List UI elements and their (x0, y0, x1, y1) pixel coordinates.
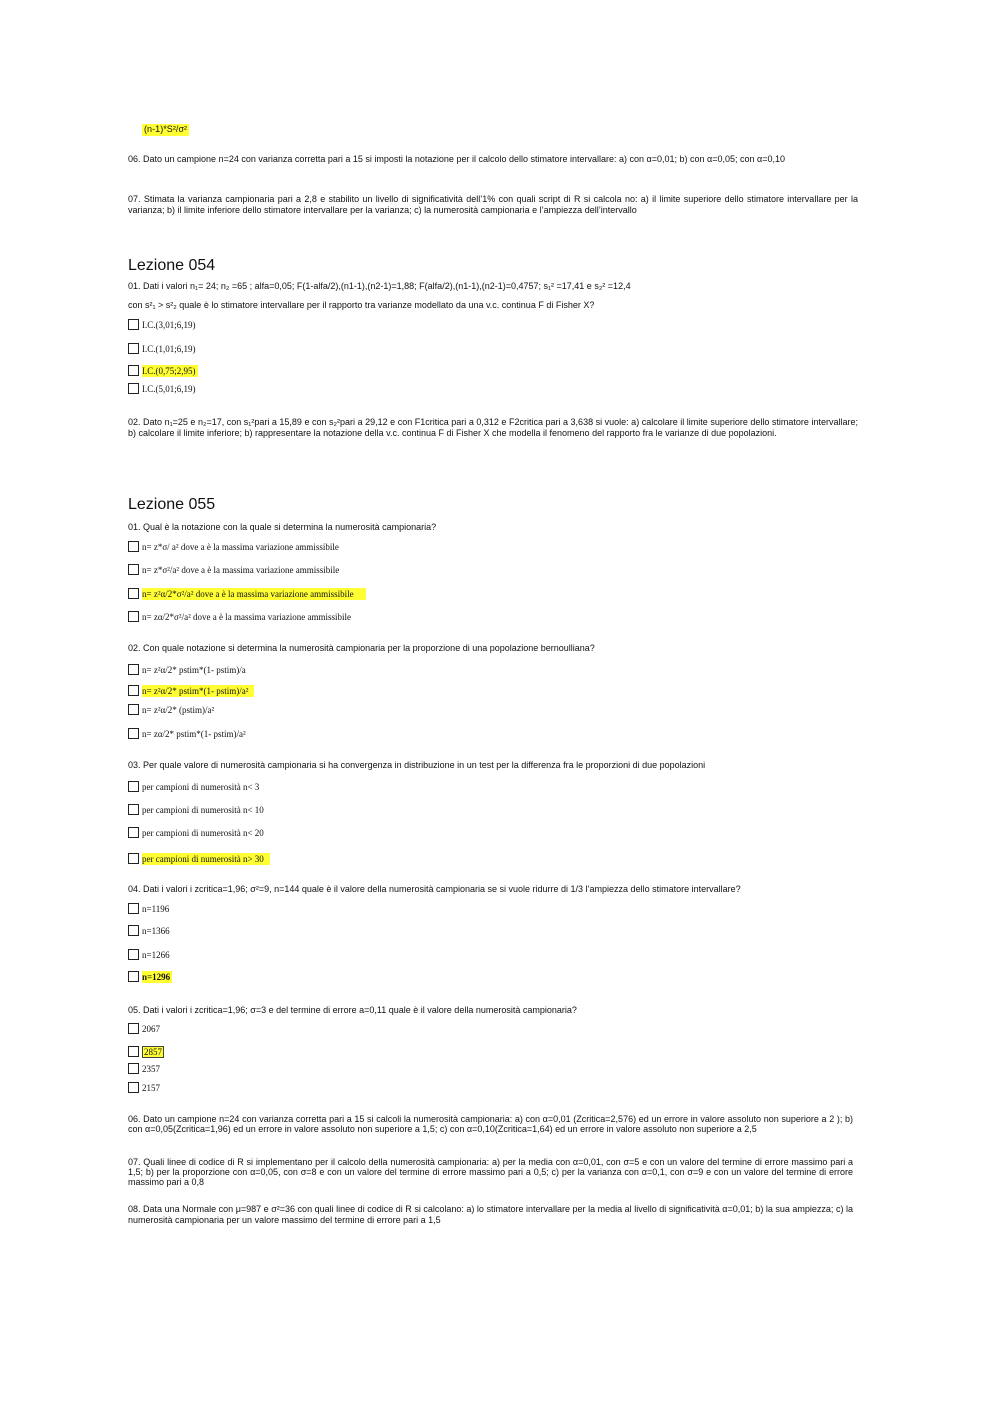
option-label: I.C.(5,01;6,19) (142, 383, 196, 394)
l055-q07: 07. Quali linee di codice di R si implementano per il calcolo della numerosità campionaria: a) per la media con α=0,01, con σ=5 e con un valore del termine di errore massimo pari a 1,5; b) per la proporzione con α=0,05, con σ=8 e con un valore del termine di errore massimo pari a 0,5; c) per la varianza con α=0,1, con σ=9 e con un valore del termine di errore massimo pari a 0,8 (128, 1157, 853, 1187)
checkbox[interactable] (128, 1082, 139, 1093)
l055-q05-option-4[interactable] (128, 1081, 162, 1094)
checkbox[interactable] (128, 853, 139, 864)
l055-q08: 08. Data una Normale con μ=987 e σ²=36 con quali linee di codice di R si calcolano: a) lo stimatore intervallare per la media al livello di significatività α=0,01; b) la sua ampiezza; c) la numerosità campionaria per un valore massimo del termine di errore pari a 1,5 (128, 1204, 853, 1226)
l055-q02-option-3[interactable] (128, 703, 216, 716)
l055-q04: 04. Dati i valori i zcritica=1,96; σ²=9, n=144 quale è il valore della numerosità campionaria se si vuole ridurre di 1/3 l’ampiezza dello stimatore intervallare? (128, 884, 741, 894)
checkbox[interactable] (128, 365, 139, 376)
l055-q01-option-4[interactable] (128, 610, 353, 623)
option-label-correct: n= z²α/2*σ²/a² dove a è la massima variazione ammissibile (142, 588, 366, 600)
l055-q05: 05. Dati i valori i zcritica=1,96; σ=3 e del termine di errore a=0,11 quale è il valore della numerosità campionaria? (128, 1005, 577, 1015)
checkbox[interactable] (128, 564, 139, 575)
checkbox[interactable] (128, 728, 139, 739)
checkbox[interactable] (128, 1023, 139, 1034)
option-label: 2067 (142, 1023, 160, 1034)
top-formula: (n-1)*S²/σ² (144, 124, 188, 134)
option-label-correct: n=1296 (142, 971, 171, 982)
l055-q06: 06. Dato un campione n=24 con varianza corretta pari a 15 si calcoli la numerosità campionaria: a) con α=0,01 (Zcritica=2,576) ed un errore in valore assoluto non superiore a 2 ); b) con α=0,05(Zcritica=1,96) ed un errore in valore assoluto non superiore a 1,5; c) con α=0,10(Zcritica=1,64) ed un errore in valore assoluto non superiore a 2,5 (128, 1114, 853, 1134)
l055-q03-option-3[interactable] (128, 826, 266, 839)
option-label-correct: per campioni di numerosità n> 30 (142, 853, 270, 865)
checkbox[interactable] (128, 611, 139, 622)
l054-q01-line1: 01. Dati i valori n₁= 24; n₂ =65 ; alfa=0,05; F(1-alfa/2),(n1-1),(n2-1)=1,88; F(alfa/2),(n1-1),(n2-1)=0,4757; s₁² =17,41 e s₂² =12,4 (128, 281, 631, 291)
option-label-correct: 2857 (144, 1046, 162, 1057)
checkbox[interactable] (128, 781, 139, 792)
l055-q05-option-2[interactable] (128, 1045, 164, 1058)
l055-q04-option-4[interactable] (128, 970, 172, 983)
checkbox[interactable] (128, 704, 139, 715)
option-label: 2357 (142, 1063, 160, 1074)
l054-q02: 02. Dato n₁=25 e n₂=17, con s₁²pari a 15,89 e con s₂²pari a 29,12 e con F1critica pari a 0,312 e F2critica pari a 3,638 si vuole: a) calcolare il limite superiore dello stimatore intervallare; b) calcolare il limite inferiore; b) rappresentare la notazione della v.c. continua F di Fisher X che modella il fenomeno del rapporto fra le varianze di due popolazioni. (128, 417, 858, 439)
l054-q01-option-2[interactable] (128, 342, 198, 355)
option-label: n= zα/2*σ²/a² dove a è la massima variazione ammissibile (142, 611, 351, 622)
l055-q03-option-1[interactable] (128, 780, 261, 793)
l055-q01: 01. Qual è la notazione con la quale si determina la numerosità campionaria? (128, 522, 437, 532)
checkbox[interactable] (128, 949, 139, 960)
l055-q04-option-2[interactable] (128, 924, 172, 937)
l055-q02-option-4[interactable] (128, 727, 248, 740)
option-label: n= z*σ/ a² dove a è la massima variazione ammissibile (142, 541, 339, 552)
option-label: n= zα/2* pstim*(1- pstim)/a² (142, 728, 246, 739)
l054-q01-line2: con s²₁ > s²₂ quale è lo stimatore intervallare per il rapporto tra varianze modellato da una v.c. continua F di Fisher X? (128, 300, 595, 310)
l055-q03: 03. Per quale valore di numerosità campionaria si ha convergenza in distribuzione in un test per la differenza fra le proporzioni di due popolazioni (128, 760, 706, 770)
checkbox[interactable] (128, 903, 139, 914)
l054-q01-option-4[interactable] (128, 382, 198, 395)
checkbox[interactable] (128, 383, 139, 394)
option-label: I.C.(1,01;6,19) (142, 343, 196, 354)
checkbox[interactable] (128, 804, 139, 815)
option-label: n= z²α/2* pstim*(1- pstim)/a (142, 664, 246, 675)
checkbox[interactable] (128, 319, 139, 330)
prev-question-07: 07. Stimata la varianza campionaria pari a 2,8 e stabilito un livello di significatività dell’1% con quali script di R si calcola no: a) il limite superiore dello stimatore intervallare per la varianza; b) il limite inferiore dello stimatore intervallare per la varianza; c) la numerosità campionaria e l’ampiezza dell’intervallo (128, 194, 858, 216)
l055-q02-option-1[interactable] (128, 663, 248, 676)
checkbox[interactable] (128, 685, 139, 696)
l055-q01-option-1[interactable] (128, 540, 341, 553)
checkbox[interactable] (128, 1046, 139, 1057)
lesson-055-title: Lezione 055 (128, 496, 216, 513)
checkbox[interactable] (128, 827, 139, 838)
l055-q02-option-2[interactable] (128, 684, 254, 697)
checkbox[interactable] (128, 971, 139, 982)
l055-q04-option-1[interactable] (128, 902, 171, 915)
l055-q03-option-4[interactable] (128, 852, 270, 865)
l054-q01-option-3[interactable] (128, 364, 198, 377)
option-label: 2157 (142, 1082, 160, 1093)
checkbox[interactable] (128, 664, 139, 675)
l054-q01-option-1[interactable] (128, 318, 198, 331)
l055-q04-option-3[interactable] (128, 948, 172, 961)
checkbox[interactable] (128, 541, 139, 552)
option-label: I.C.(3,01;6,19) (142, 319, 196, 330)
checkbox[interactable] (128, 343, 139, 354)
option-label: n=1366 (142, 925, 170, 936)
l055-q02: 02. Con quale notazione si determina la numerosità campionaria per la proporzione di una popolazione bernoulliana? (128, 643, 595, 653)
option-label: n= z²α/2* (pstim)/a² (142, 704, 215, 715)
l055-q01-option-2[interactable] (128, 563, 341, 576)
prev-question-06: 06. Dato un campione n=24 con varianza corretta pari a 15 si imposti la notazione per il calcolo dello stimatore intervallare: a) con α=0,01; b) con α=0,05; con α=0,10 (128, 154, 785, 164)
option-label: per campioni di numerosità n< 20 (142, 827, 264, 838)
option-label-correct: I.C.(0,75;2,95) (142, 365, 196, 376)
checkbox[interactable] (128, 1063, 139, 1074)
l055-q05-option-1[interactable] (128, 1022, 162, 1035)
option-label: n=1266 (142, 949, 170, 960)
checkbox[interactable] (128, 925, 139, 936)
lesson-054-title: Lezione 054 (128, 257, 216, 274)
checkbox[interactable] (128, 588, 139, 599)
l055-q01-option-3[interactable] (128, 587, 366, 600)
l055-q03-option-2[interactable] (128, 803, 266, 816)
option-label: per campioni di numerosità n< 3 (142, 781, 260, 792)
option-label: n= z*σ²/a² dove a è la massima variazione ammissibile (142, 564, 340, 575)
option-label: per campioni di numerosità n< 10 (142, 804, 264, 815)
l055-q05-option-3[interactable] (128, 1062, 162, 1075)
option-label: n=1196 (142, 903, 170, 914)
option-label-correct: n= z²α/2* pstim*(1- pstim)/a² (142, 685, 254, 697)
